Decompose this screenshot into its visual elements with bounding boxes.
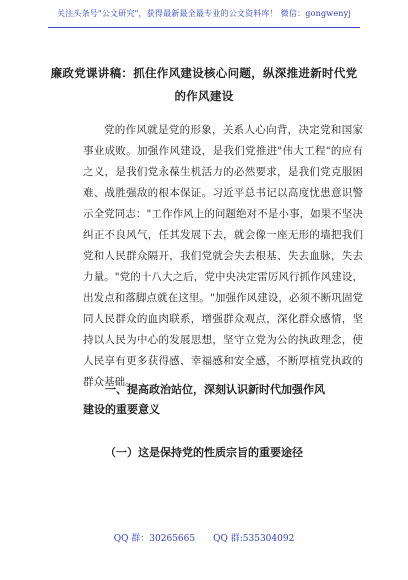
footer-qq-group-2: QQ 群:535304092: [213, 534, 295, 544]
header-divider: [48, 27, 360, 28]
footer-qq-group-1: QQ 群：30265665: [113, 534, 196, 544]
section-heading-1: 一、提高政治站位，深刻认识新时代加强作风建设的重要意义: [83, 383, 325, 416]
body-paragraph: 党的作风就是党的形象，关系人心向背，决定党和国家事业成败。加强作风建设，是我们党推进"伟大工程"的应有之义，是我们党永葆生机活力的必然要求，是我们党克服困难、战胜强敌的根本保证。习近平总书记以高度忧患意识警示全党同志："工作作风上的问题绝对不是小事，如果不坚决纠正不良风气，任其发展下去，就会像一座无形的墙把我们党和人民群众隔开，我们党就会失去根基、失去血脉，失去力量。"党的十八大之后，党中央决定雷厉风行抓作风建设，出发点和落脚点就在这里。"加强作风建设，必须不断巩固党同人民群众的血肉联系，增强群众观点，深化群众感情，坚持以人民为中心的发展思想，坚守立党为公的执政理念，使人民享有更多获得感、幸福感和安全感，不断厚植党执政的群众基础。: [83, 124, 363, 388]
header-note: 关注头条号"公文研究"，获得最新最全最专业的公文资料库！ 微信：gongwenyj: [56, 9, 352, 18]
subsection-heading-1: （一）这是保持党的性质宗旨的重要途径: [105, 446, 303, 459]
document-title: 廉政党课讲稿：抓住作风建设核心问题，纵深推进新时代党的作风建设: [50, 66, 358, 103]
footer-contact: [0, 531, 408, 544]
